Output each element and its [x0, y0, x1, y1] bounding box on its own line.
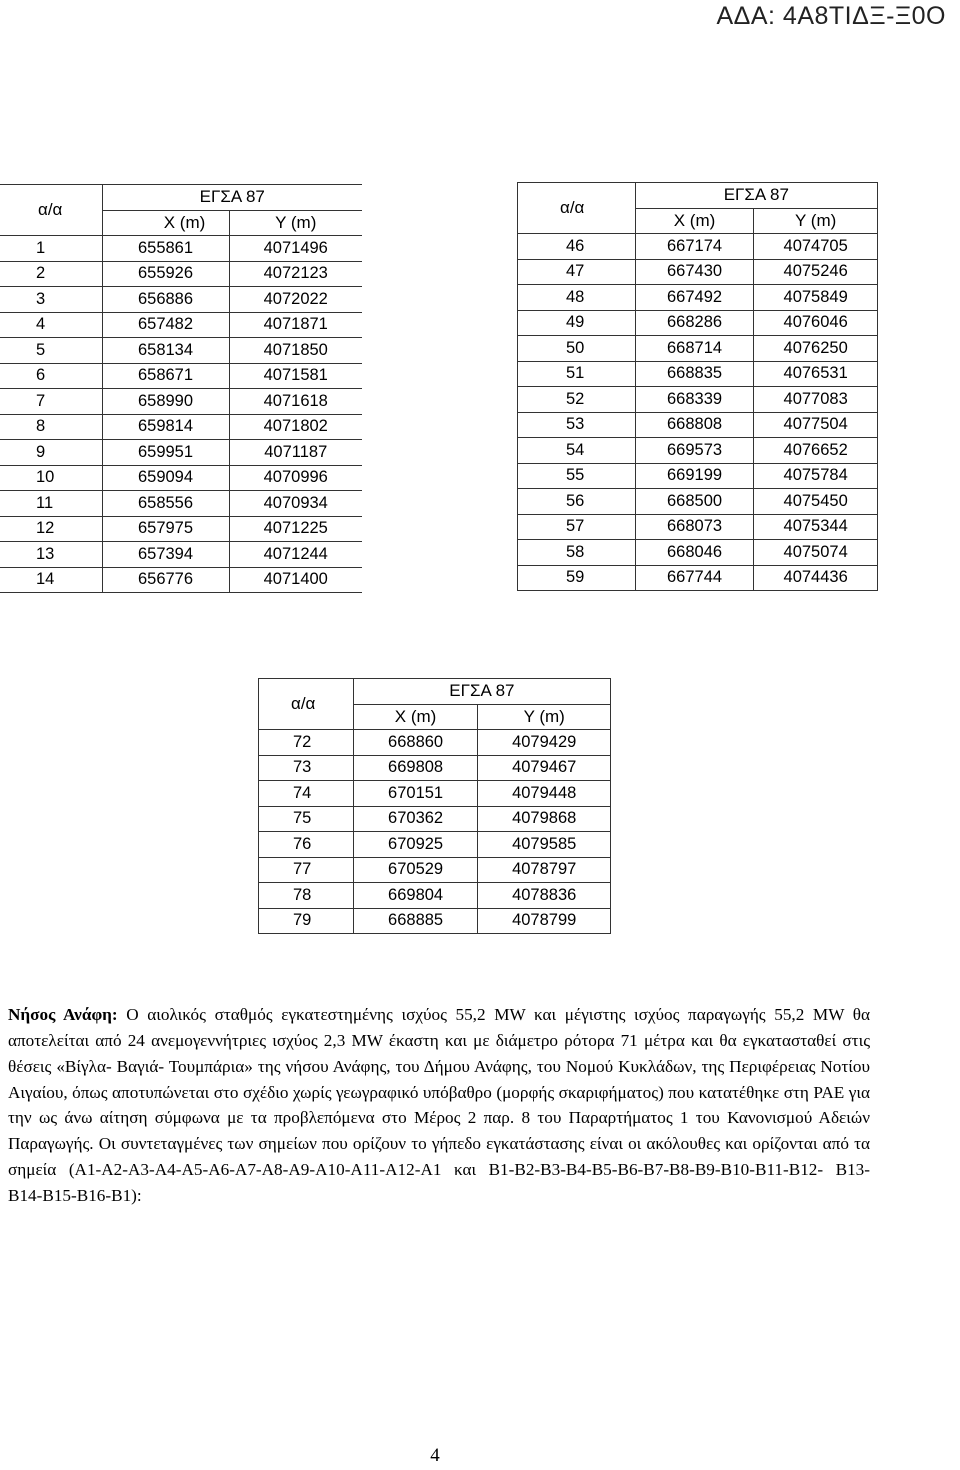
y-coordinate: 4079868: [478, 806, 611, 832]
x-coordinate: 658134: [102, 338, 229, 364]
header-system: ΕΓΣΑ 87: [353, 679, 610, 705]
y-coordinate: 4071225: [229, 516, 362, 542]
x-coordinate: 668073: [635, 514, 754, 540]
y-coordinate: 4076250: [754, 336, 878, 362]
y-coordinate: 4079448: [478, 781, 611, 807]
coordinates-table-3: [258, 678, 611, 934]
point-index: 76: [259, 832, 354, 858]
x-coordinate: 657482: [102, 312, 229, 338]
point-index: 7: [0, 389, 102, 415]
x-coordinate: 668885: [353, 908, 478, 934]
x-coordinate: 668835: [635, 361, 754, 387]
x-coordinate: 659814: [102, 414, 229, 440]
point-index: 55: [518, 463, 636, 489]
x-coordinate: 657394: [102, 542, 229, 568]
table-row: [259, 755, 611, 781]
table-row: [0, 414, 362, 440]
point-index: 52: [518, 387, 636, 413]
x-coordinate: 667174: [635, 234, 754, 260]
table-row: [0, 236, 362, 262]
x-coordinate: 668714: [635, 336, 754, 362]
header-y: Y (m): [229, 210, 362, 236]
point-index: 51: [518, 361, 636, 387]
point-index: 13: [0, 542, 102, 568]
table-row: [0, 465, 362, 491]
x-coordinate: 669804: [353, 883, 478, 909]
x-coordinate: 668860: [353, 730, 478, 756]
y-coordinate: 4079467: [478, 755, 611, 781]
point-index: 1: [0, 236, 102, 262]
y-coordinate: 4074436: [754, 565, 878, 591]
point-index: 11: [0, 491, 102, 517]
x-coordinate: 670925: [353, 832, 478, 858]
x-coordinate: 659094: [102, 465, 229, 491]
x-coordinate: 655926: [102, 261, 229, 287]
header-index: α/α: [518, 183, 636, 234]
x-coordinate: 658556: [102, 491, 229, 517]
description-paragraph: [8, 1002, 870, 1208]
header-y: Y (m): [754, 208, 878, 234]
header-x: X (m): [353, 704, 478, 730]
y-coordinate: 4071871: [229, 312, 362, 338]
y-coordinate: 4075849: [754, 285, 878, 311]
table-row: [0, 312, 362, 338]
y-coordinate: 4071187: [229, 440, 362, 466]
point-index: 47: [518, 259, 636, 285]
y-coordinate: 4075246: [754, 259, 878, 285]
point-index: 78: [259, 883, 354, 909]
x-coordinate: 670529: [353, 857, 478, 883]
y-coordinate: 4072123: [229, 261, 362, 287]
point-index: 53: [518, 412, 636, 438]
x-coordinate: 667492: [635, 285, 754, 311]
y-coordinate: 4075074: [754, 540, 878, 566]
table-row: [259, 908, 611, 934]
point-index: 72: [259, 730, 354, 756]
x-coordinate: 668339: [635, 387, 754, 413]
description-text: Ο αιολικός σταθμός εγκατεστημένης ισχύος 55,2 MW και μέγιστης ισχύος παραγωγής 55,2 MW θα αποτελείται από 24 ανεμογεννήτριες ισχύος 2,3 MW έκαστη και με διάμετρο ρότορα 71 μέτρα και θα εγκατασταθεί στις θέσεις «Βίγλα- Βαγιά- Τουμπάρια» της νήσου Ανάφης, του Δήμου Ανάφης, του Νομού Κυκλάδων, της Περιφέρειας Νοτίου Αιγαίου, όπως αποτυπώνεται στο σχέδιο χωρίς γεωγραφικό υπόβαθρο (μορφής σκαριφήματος) που κατατέθηκε στη ΡΑΕ για την ως άνω αίτηση σύμφωνα με τα προβλεπόμενα στο Μέρος 2 παρ. 8 του Παραρτήματος 1 του Κανονισμού Αδειών Παραγωγής. Οι συντεταγμένες των σημείων που ορίζουν το γήπεδο εγκατάστασης είναι οι ακόλουθες και ορίζονται από τα σημεία (Α1-Α2-Α3-Α4-Α5-Α6-Α7-Α8-Α9-Α10-Α11-Α12-Α1 και Β1-Β2-Β3-Β4-Β5-Β6-Β7-Β8-Β9-Β10-Β11-Β12- Β13-Β14-Β15-Β16-Β1):: [8, 1005, 870, 1205]
y-coordinate: 4075450: [754, 489, 878, 515]
y-coordinate: 4077083: [754, 387, 878, 413]
y-coordinate: 4075344: [754, 514, 878, 540]
point-index: 2: [0, 261, 102, 287]
table-row: [518, 285, 878, 311]
x-coordinate: 670362: [353, 806, 478, 832]
y-coordinate: 4078799: [478, 908, 611, 934]
y-coordinate: 4071244: [229, 542, 362, 568]
island-label: Νήσος Ανάφη:: [8, 1005, 118, 1025]
table-row: [518, 412, 878, 438]
y-coordinate: 4072022: [229, 287, 362, 313]
y-coordinate: 4071496: [229, 236, 362, 262]
x-coordinate: 658671: [102, 363, 229, 389]
x-coordinate: 668500: [635, 489, 754, 515]
point-index: 74: [259, 781, 354, 807]
table-row: [0, 389, 362, 415]
y-coordinate: 4070934: [229, 491, 362, 517]
point-index: 50: [518, 336, 636, 362]
y-coordinate: 4075784: [754, 463, 878, 489]
point-index: 5: [0, 338, 102, 364]
point-index: 8: [0, 414, 102, 440]
x-coordinate: 669573: [635, 438, 754, 464]
table-row: [0, 440, 362, 466]
point-index: 10: [0, 465, 102, 491]
table-row: [0, 261, 362, 287]
header-index: α/α: [259, 679, 354, 730]
table-row: [518, 489, 878, 515]
ada-code: ΑΔΑ: 4Α8ΤΙΔΞ-Ξ0Ο: [716, 2, 946, 30]
y-coordinate: 4071802: [229, 414, 362, 440]
table-row: [0, 491, 362, 517]
coordinates-table-1: [0, 184, 362, 593]
point-index: 9: [0, 440, 102, 466]
table-row: [0, 287, 362, 313]
y-coordinate: 4071618: [229, 389, 362, 415]
y-coordinate: 4077504: [754, 412, 878, 438]
point-index: 58: [518, 540, 636, 566]
point-index: 75: [259, 806, 354, 832]
x-coordinate: 656776: [102, 567, 229, 593]
header-system: ΕΓΣΑ 87: [635, 183, 877, 209]
table-row: [518, 361, 878, 387]
table-row: [518, 514, 878, 540]
point-index: 54: [518, 438, 636, 464]
page-number: 4: [430, 1445, 440, 1466]
point-index: 77: [259, 857, 354, 883]
table-row: [518, 387, 878, 413]
y-coordinate: 4078797: [478, 857, 611, 883]
y-coordinate: 4079585: [478, 832, 611, 858]
point-index: 49: [518, 310, 636, 336]
table-row: [0, 516, 362, 542]
y-coordinate: 4076652: [754, 438, 878, 464]
point-index: 12: [0, 516, 102, 542]
x-coordinate: 670151: [353, 781, 478, 807]
header-system: ΕΓΣΑ 87: [102, 185, 362, 211]
table-row: [518, 540, 878, 566]
point-index: 3: [0, 287, 102, 313]
point-index: 4: [0, 312, 102, 338]
y-coordinate: 4071400: [229, 567, 362, 593]
y-coordinate: 4071850: [229, 338, 362, 364]
table-row: [518, 463, 878, 489]
header-x: X (m): [635, 208, 754, 234]
table-row: [518, 259, 878, 285]
table-row: [518, 336, 878, 362]
y-coordinate: 4078836: [478, 883, 611, 909]
x-coordinate: 669808: [353, 755, 478, 781]
table-row: [0, 542, 362, 568]
point-index: 6: [0, 363, 102, 389]
table-row: [0, 338, 362, 364]
x-coordinate: 669199: [635, 463, 754, 489]
point-index: 48: [518, 285, 636, 311]
table-row: [259, 883, 611, 909]
point-index: 59: [518, 565, 636, 591]
y-coordinate: 4079429: [478, 730, 611, 756]
table-row: [518, 438, 878, 464]
table-row: [259, 857, 611, 883]
point-index: 79: [259, 908, 354, 934]
x-coordinate: 668046: [635, 540, 754, 566]
table-row: [0, 567, 362, 593]
x-coordinate: 657975: [102, 516, 229, 542]
y-coordinate: 4074705: [754, 234, 878, 260]
y-coordinate: 4076046: [754, 310, 878, 336]
table-row: [259, 781, 611, 807]
x-coordinate: 668808: [635, 412, 754, 438]
header-x: X (m): [102, 210, 229, 236]
x-coordinate: 655861: [102, 236, 229, 262]
point-index: 14: [0, 567, 102, 593]
x-coordinate: 658990: [102, 389, 229, 415]
x-coordinate: 667430: [635, 259, 754, 285]
y-coordinate: 4076531: [754, 361, 878, 387]
x-coordinate: 659951: [102, 440, 229, 466]
table-row: [259, 832, 611, 858]
table-row: [518, 310, 878, 336]
x-coordinate: 667744: [635, 565, 754, 591]
point-index: 46: [518, 234, 636, 260]
x-coordinate: 668286: [635, 310, 754, 336]
table-row: [259, 730, 611, 756]
table-row: [259, 806, 611, 832]
table-row: [0, 363, 362, 389]
y-coordinate: 4070996: [229, 465, 362, 491]
point-index: 57: [518, 514, 636, 540]
point-index: 56: [518, 489, 636, 515]
header-y: Y (m): [478, 704, 611, 730]
table-row: [518, 234, 878, 260]
header-index: α/α: [0, 185, 102, 236]
point-index: 73: [259, 755, 354, 781]
table-row: [518, 565, 878, 591]
x-coordinate: 656886: [102, 287, 229, 313]
y-coordinate: 4071581: [229, 363, 362, 389]
coordinates-table-2: [517, 182, 878, 591]
